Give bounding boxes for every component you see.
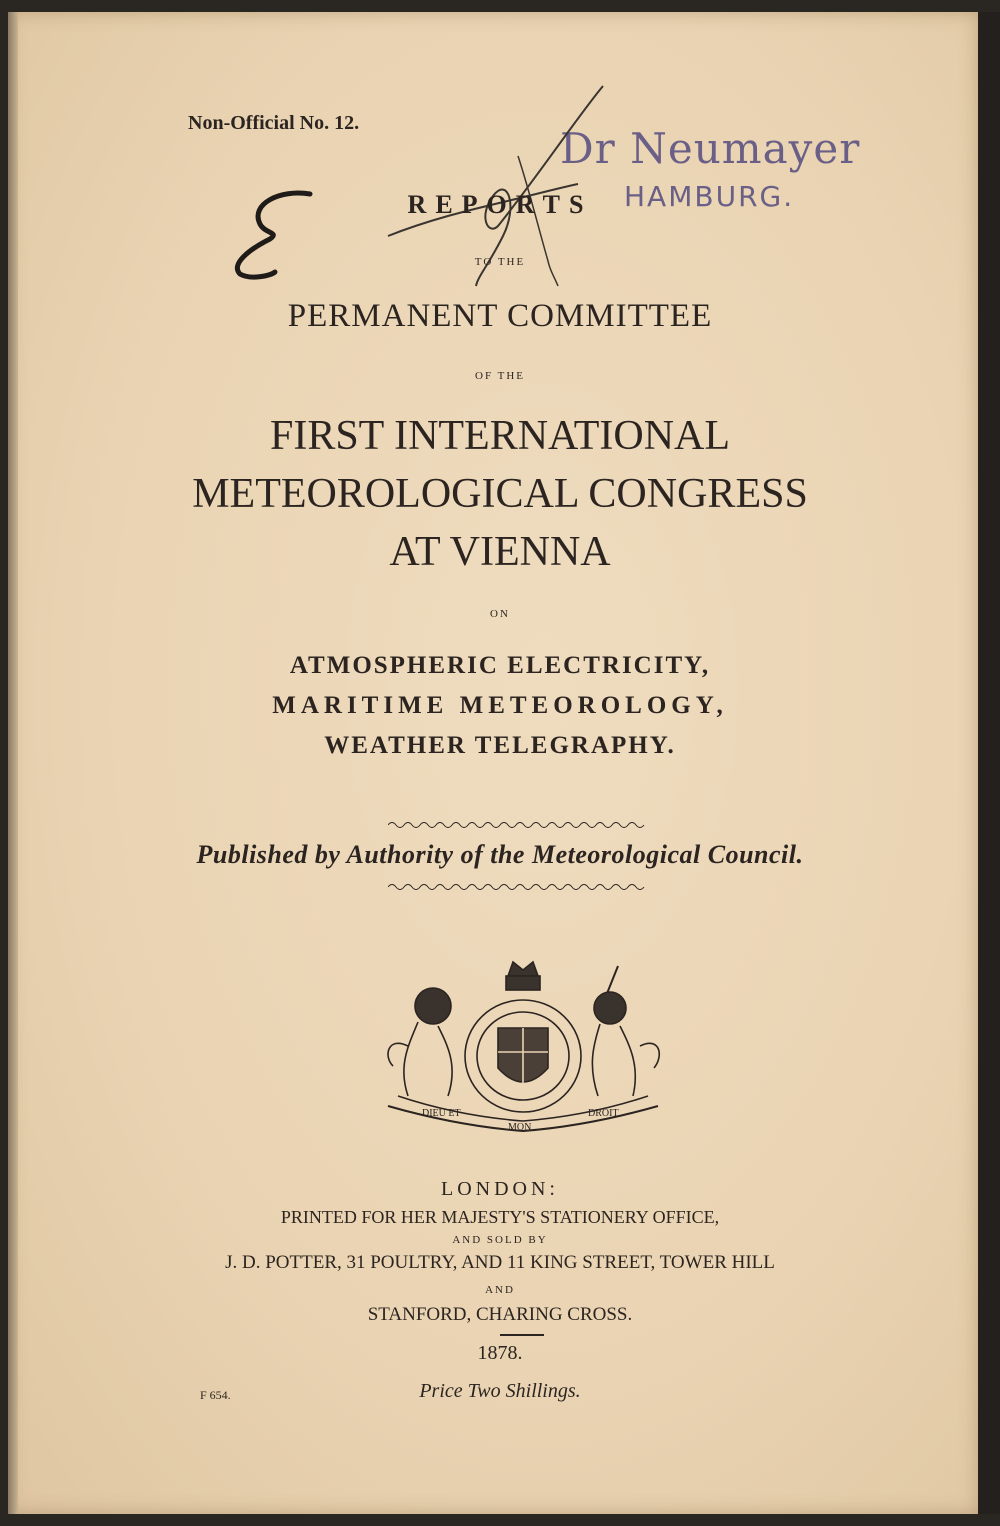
royal-coat-of-arms <box>378 956 668 1136</box>
title-page <box>8 12 978 1514</box>
imprint-city: LONDON: <box>441 1178 559 1200</box>
title-line-3: AT VIENNA <box>389 529 611 575</box>
subject-2: MARITIME METEOROLOGY, <box>272 692 728 719</box>
title-on: ON <box>490 608 510 620</box>
ornamental-rule-top <box>388 820 648 830</box>
catalog-code: F 654. <box>200 1388 231 1402</box>
imprint-potter: J. D. POTTER, 31 POULTRY, AND 11 KING STREET, TOWER HILL <box>225 1252 775 1273</box>
title-line-1: FIRST INTERNATIONAL <box>269 413 731 459</box>
subject-1: ATMOSPHERIC ELECTRICITY, <box>289 652 711 679</box>
title-of-the: OF THE <box>475 370 525 382</box>
imprint-year: 1878. <box>477 1342 523 1364</box>
year-rule <box>500 1334 544 1336</box>
imprint-stanford: STANFORD, CHARING CROSS. <box>367 1304 633 1325</box>
title-to-the: TO THE <box>474 256 526 268</box>
authority-line: Published by Authority of the Meteorological Council. <box>196 840 804 869</box>
price-line: Price Two Shillings. <box>419 1380 581 1402</box>
title-reports: REPORTS <box>407 190 593 219</box>
crest-motto-center: MON <box>508 1122 532 1133</box>
crest-motto-right: DROIT <box>588 1108 619 1119</box>
series-number: Non-Official No. 12. <box>188 112 360 134</box>
ornamental-rule-bottom <box>388 882 648 892</box>
imprint-printed: PRINTED FOR HER MAJESTY'S STATIONERY OFFICE, <box>280 1207 720 1227</box>
imprint-and: AND <box>485 1284 515 1296</box>
crest-motto-left: DIEU ET <box>422 1108 461 1119</box>
subject-3: WEATHER TELEGRAPHY. <box>324 732 676 759</box>
imprint-sold-by: AND SOLD BY <box>452 1234 548 1246</box>
owner-stamp-name: Dr Neumayer <box>560 124 861 173</box>
owner-stamp-city: HAMBURG. <box>624 180 795 213</box>
title-committee: PERMANENT COMMITTEE <box>287 298 713 334</box>
title-line-2: METEOROLOGICAL CONGRESS <box>192 471 808 517</box>
